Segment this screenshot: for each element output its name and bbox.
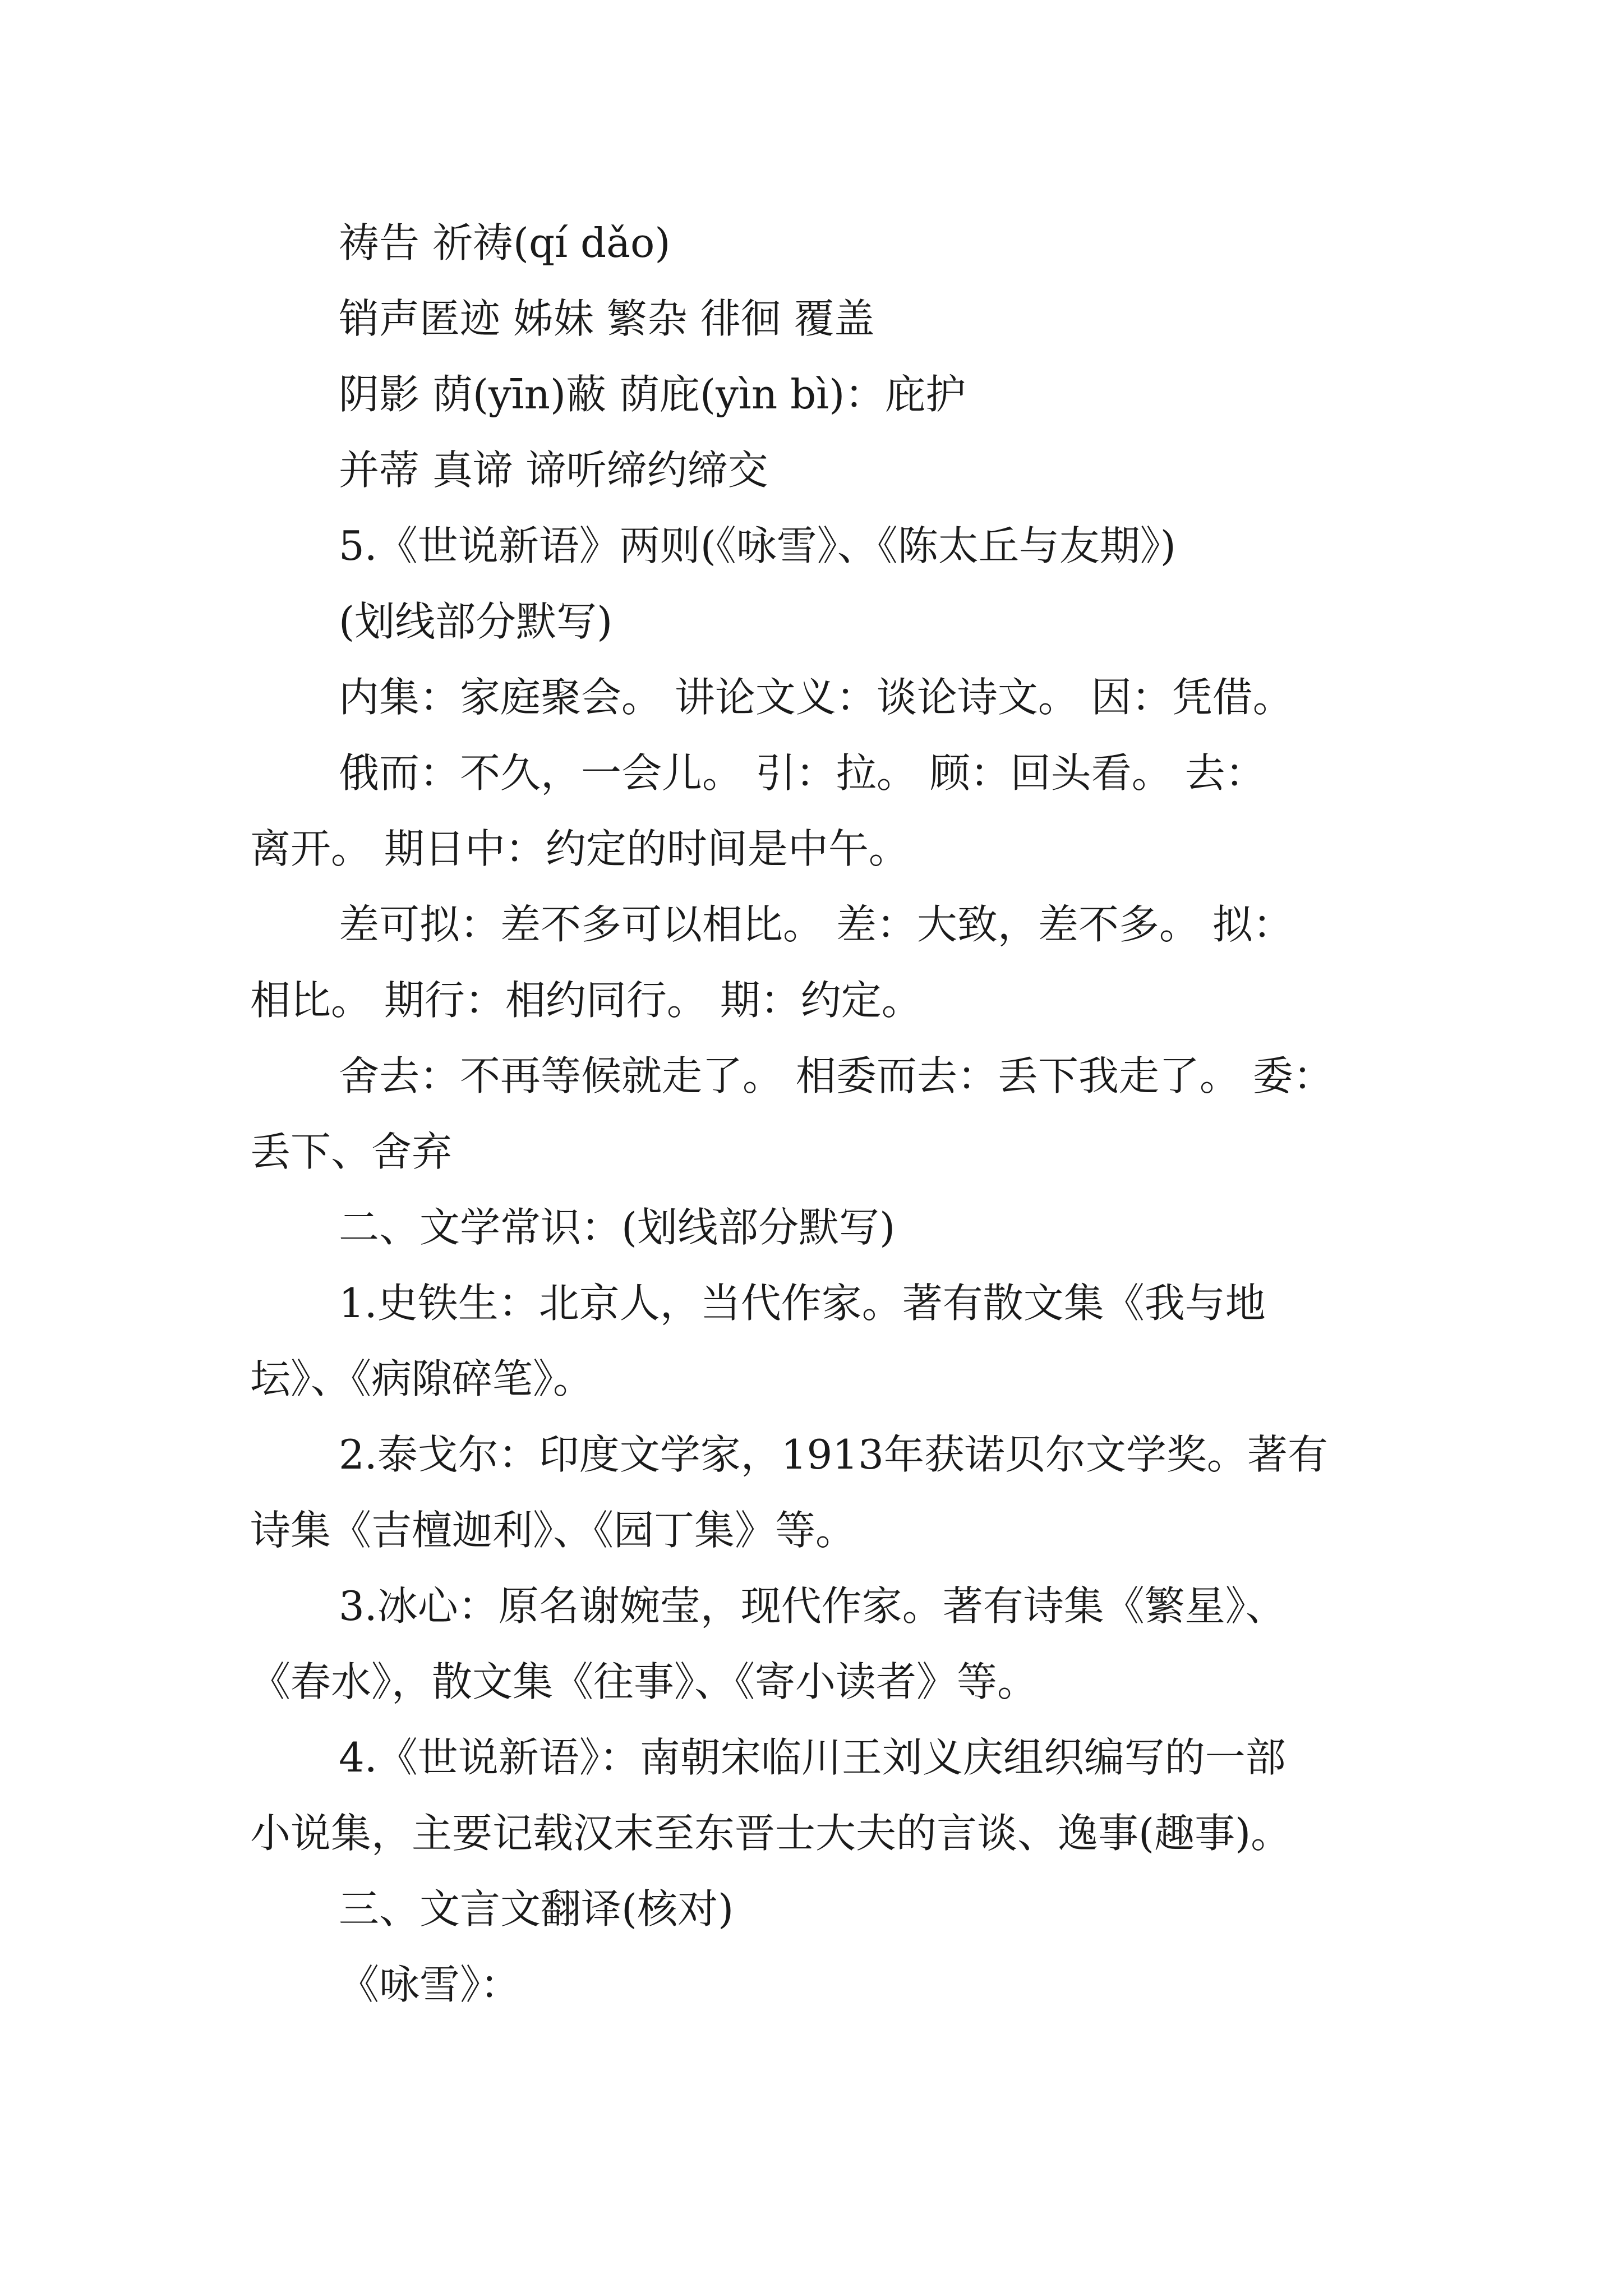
text-line: 1.史铁生：北京人，当代作家。著有散文集《我与地	[339, 1280, 1266, 1327]
text-line: (划线部分默写)	[339, 598, 613, 645]
text-line: 《春水》，散文集《往事》、《寄小读者》等。	[250, 1658, 1038, 1705]
text-line: 诗集《吉檀迦利》、《园丁集》等。	[250, 1507, 856, 1554]
section-heading: 5.《世说新语》两则(《咏雪》、《陈太丘与友期》)	[339, 522, 1176, 569]
section-heading: 三、文言文翻译(核对)	[339, 1885, 734, 1932]
text-line: 2.泰戈尔：印度文学家，1913年获诺贝尔文学奖。著有	[339, 1431, 1328, 1478]
section-heading: 二、文学常识：(划线部分默写)	[339, 1204, 896, 1251]
text-line: 坛》、《病隙碎笔》。	[250, 1355, 594, 1402]
text-line: 丢下、舍弃	[250, 1128, 453, 1175]
text-line: 内集：家庭聚会。 讲论文义：谈论诗文。 因：凭借。	[339, 674, 1293, 721]
text-line: 3.冰心：原名谢婉莹，现代作家。著有诗集《繁星》、	[339, 1582, 1286, 1630]
text-line: 并蒂 真谛 谛听缔约缔交	[339, 447, 768, 494]
text-line: 舍去：不再等候就走了。 相委而去：丢下我走了。 委：	[339, 1052, 1334, 1099]
text-line: 销声匿迹 姊妹 繁杂 徘徊 覆盖	[339, 295, 875, 342]
text-line: 阴影 荫(yīn)蔽 荫庇(yìn bì)：庇护	[339, 371, 966, 418]
text-line: 俄而：不久，一会儿。 引：拉。 顾：回头看。 去：	[339, 749, 1266, 797]
text-line: 相比。 期行：相约同行。 期：约定。	[250, 977, 922, 1024]
text-line: 4.《世说新语》：南朝宋临川王刘义庆组织编写的一部	[339, 1734, 1286, 1781]
text-line: 差可拟：差不多可以相比。 差：大致，差不多。 拟：	[339, 901, 1293, 948]
text-line: 小说集，主要记载汉末至东晋士大夫的言谈、逸事(趣事)。	[250, 1810, 1292, 1857]
text-line: 离开。 期日中：约定的时间是中午。	[250, 825, 909, 872]
text-line: 《咏雪》：	[339, 1961, 521, 2008]
text-line: 祷告 祈祷(qí dǎo)	[339, 219, 671, 266]
